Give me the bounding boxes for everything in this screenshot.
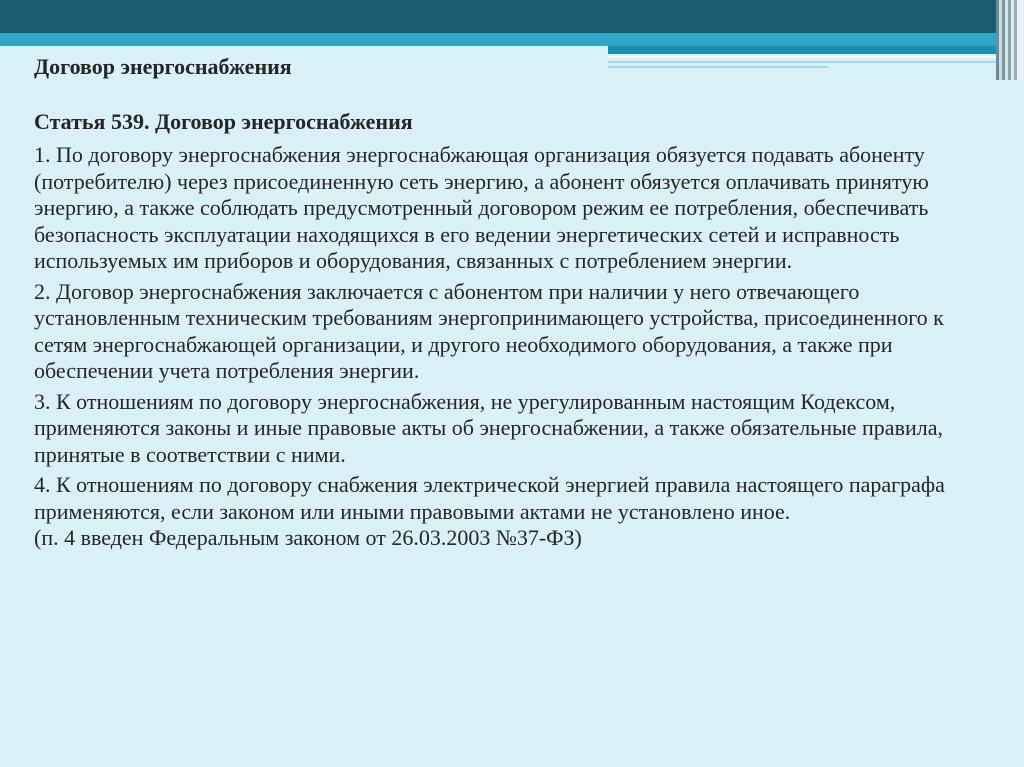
article-title: Статья 539. Договор энергоснабжения: [34, 109, 413, 134]
header-accent-band: [0, 33, 996, 46]
article-paragraph-3: 3. К отношениям по договору энергоснабжения, не урегулированным настоящим Кодексом, применяются законы и иные правовые акты об энергоснабжении, а также обязательные правила, принятые в соответствии с ними.: [34, 388, 943, 467]
side-background-fill: [996, 80, 1024, 767]
slide-title: Договор энергоснабжения: [34, 54, 292, 79]
amendment-note: (п. 4 введен Федеральным законом от 26.03.2003 №37-ФЗ): [34, 525, 582, 550]
article-paragraph-2: 2. Договор энергоснабжения заключается с абонентом при наличии у него отвечающего установленным техническим требованиям энергопринимающего устройства, присоединенного к сетям энергоснабжающей организации, и другого необходимого оборудования, а также при обеспечении учета потребления энергии.: [34, 278, 944, 383]
slide-content: [34, 52, 996, 552]
article-paragraph-4: 4. К отношениям по договору снабжения электрической энергией правила настоящего параграфа применяются, если законом или иными правовыми актами не установлено иное.: [34, 472, 945, 524]
header-dark-bar: [0, 0, 1024, 33]
article-paragraph-1: 1. По договору энергоснабжения энергоснабжающая организация обязуется подавать абоненту (потребителю) через присоединенную сеть энергию, а абонент обязуется оплачивать принятую энергию, а также соблюдать предусмотренный договором режим ее потребления, обеспечивать безопасность эксплуатации находящихся в его ведении энергетических сетей и исправность используемых им приборов и оборудования, связанных с потреблением энергии.: [34, 142, 929, 273]
